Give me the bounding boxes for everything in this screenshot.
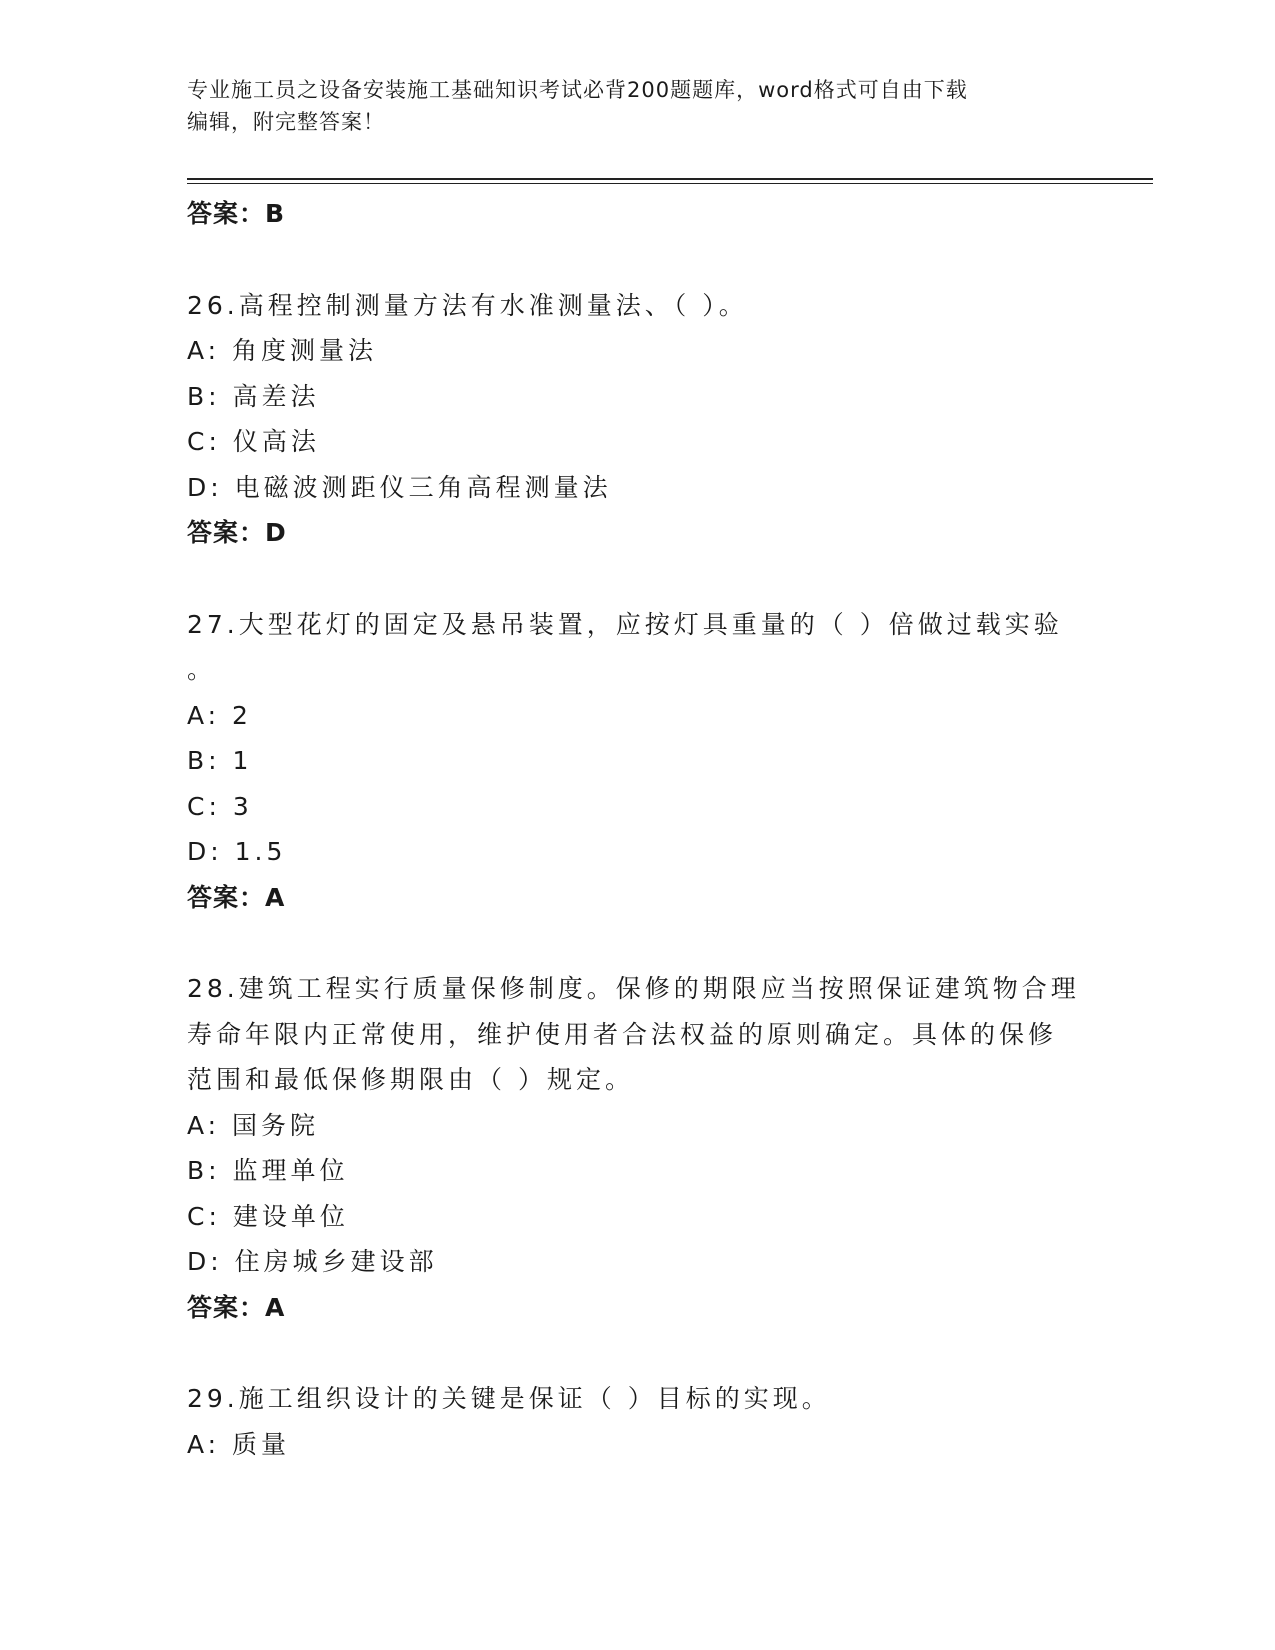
option-b: B: 监理单位 xyxy=(187,1156,349,1185)
previous-answer: 答案：B xyxy=(187,199,286,228)
header-rule-thin xyxy=(187,183,1153,184)
option-c: C: 仪高法 xyxy=(187,427,320,456)
question-29 xyxy=(187,1376,1087,1467)
option-a: A: 角度测量法 xyxy=(187,336,378,365)
option-c: C: 3 xyxy=(187,791,253,821)
option-b: B: 高差法 xyxy=(187,381,320,411)
question-text: 。 xyxy=(187,655,217,684)
option-a: A: 国务院 xyxy=(187,1110,320,1140)
question-26 xyxy=(187,283,1087,556)
document-header: 专业施工员之设备安装施工基础知识考试必背200题题库，word格式可自由下载 编辑，附完整答案！ xyxy=(187,78,968,134)
spacer xyxy=(187,1330,1087,1376)
answer: 答案：A xyxy=(187,882,286,912)
option-a: A: 2 xyxy=(187,700,252,730)
option-c: C: 建设单位 xyxy=(187,1201,349,1231)
answer: 答案：A xyxy=(187,1292,286,1322)
question-list xyxy=(187,191,1087,1467)
spacer xyxy=(187,556,1087,602)
question-27 xyxy=(187,602,1087,921)
question-text: 28.建筑工程实行质量保修制度。保修的期限应当按照保证建筑物合理 xyxy=(187,974,1080,1003)
option-b: B: 1 xyxy=(187,746,253,775)
option-d: D: 电磁波测距仪三角高程测量法 xyxy=(187,472,612,502)
option-d: D: 1.5 xyxy=(187,837,287,866)
question-text: 寿命年限内正常使用，维护使用者合法权益的原则确定。具体的保修 xyxy=(187,1019,1058,1049)
header-rule-thick xyxy=(187,178,1153,180)
answer: 答案：D xyxy=(187,518,287,547)
question-text: 29.施工组织设计的关键是保证（ ）目标的实现。 xyxy=(187,1384,831,1413)
spacer xyxy=(187,237,1087,283)
option-a: A: 质量 xyxy=(187,1429,291,1459)
question-text: 26.高程控制测量方法有水准测量法、（ ）。 xyxy=(187,290,748,320)
option-d: D: 住房城乡建设部 xyxy=(187,1247,438,1276)
question-text: 范围和最低保修期限由（ ）规定。 xyxy=(187,1065,634,1094)
question-text: 27.大型花灯的固定及悬吊装置，应按灯具重量的（ ）倍做过载实验 xyxy=(187,609,1063,639)
spacer xyxy=(187,920,1087,966)
question-28 xyxy=(187,966,1087,1330)
